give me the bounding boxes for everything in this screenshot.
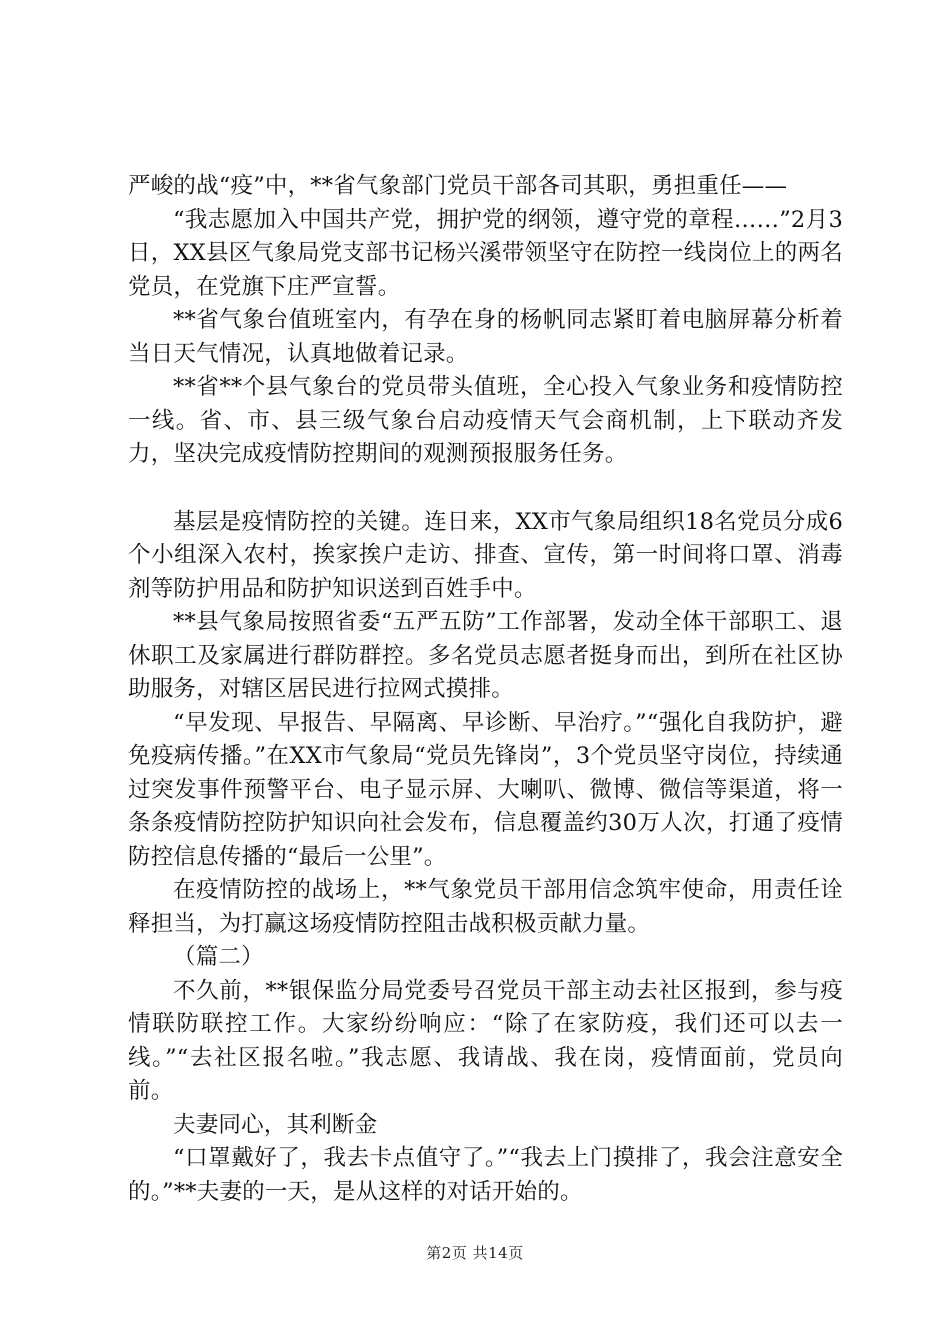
subheading: 夫妻同心，其利断金 bbox=[173, 1111, 378, 1138]
paragraph: **省气象台值班室内，有孕在身的杨帆同志紧盯着电脑屏幕分析着当日天气情况，认真地做着记录。 bbox=[128, 307, 843, 367]
paragraph: “口罩戴好了，我去卡点值守了。”“我去上门摸排了，我会注意安全的。”**夫妻的一天，是从这样的对话开始的。 bbox=[128, 1145, 843, 1205]
paragraph: 严峻的战“疫”中，**省气象部门党员干部各司其职，勇担重任—— bbox=[128, 173, 788, 199]
paragraph: “早发现、早报告、早隔离、早诊断、早治疗。”“强化自我防护，避免疫病传播。”在XX市气象局“党员先锋岗”，3个党员坚守岗位，持续通过突发事件预警平台、电子显示屏、大喇叭、微博、微信等渠道，将一条条疫情防控防护知识向社会发布，信息覆盖约30万人次，打通了疫情防控信息传播的“最后一公里”。 bbox=[128, 709, 843, 870]
paragraph: 在疫情防控的战场上，**气象党员干部用信念筑牢使命，用责任诠释担当，为打赢这场疫情防控阻击战积极贡献力量。 bbox=[128, 877, 843, 937]
paragraph: **县气象局按照省委“五严五防”工作部署，发动全体干部职工、退休职工及家属进行群防群控。多名党员志愿者挺身而出，到所在社区协助服务，对辖区居民进行拉网式摸排。 bbox=[128, 609, 843, 702]
paragraph: 不久前，**银保监分局党委号召党员干部主动去社区报到，参与疫情联防联控工作。大家纷纷响应：“除了在家防疫，我们还可以去一线。”“去社区报名啦。”我志愿、我请战、我在岗，疫情面前，党员向前。 bbox=[128, 977, 843, 1104]
paragraph: **省**个县气象台的党员带头值班，全心投入气象业务和疫情防控一线。省、市、县三级气象台启动疫情天气会商机制，上下联动齐发力，坚决完成疫情防控期间的观测预报服务任务。 bbox=[128, 374, 843, 467]
page-number-footer: 第2页 共14页 bbox=[426, 1244, 524, 1262]
document-body bbox=[128, 170, 843, 1209]
paragraph: “我志愿加入中国共产党，拥护党的纲领，遵守党的章程……”2月3日，XX县区气象局党支部书记杨兴溪带领坚守在防控一线岗位上的两名党员，在党旗下庄严宣誓。 bbox=[128, 206, 843, 300]
paragraph: 基层是疫情防控的关键。连日来，XX市气象局组织18名党员分成6个小组深入农村，挨家挨户走访、排查、宣传，第一时间将口罩、消毒剂等防护用品和防护知识送到百姓手中。 bbox=[128, 508, 843, 602]
section-heading: （篇二） bbox=[173, 944, 264, 970]
